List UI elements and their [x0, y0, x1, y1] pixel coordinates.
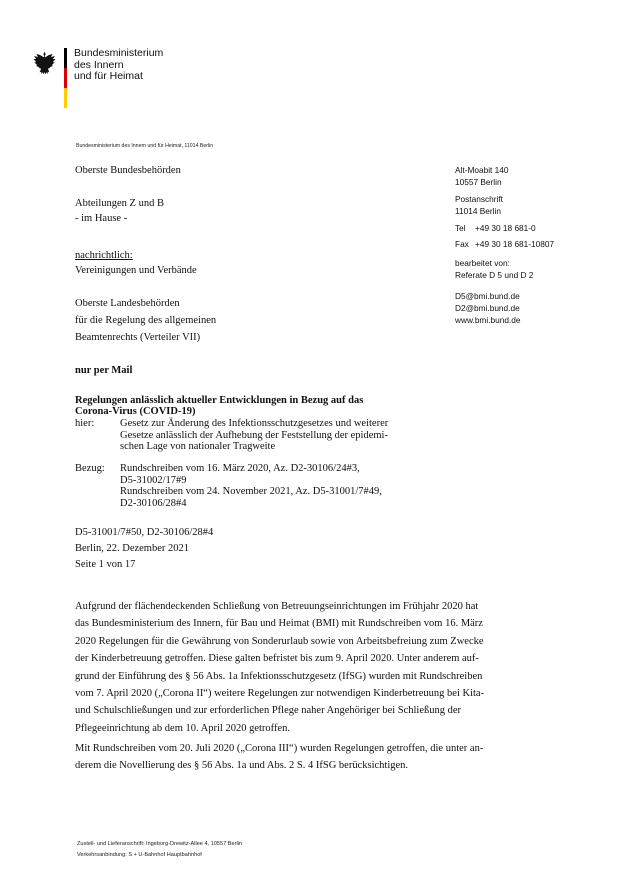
hier-line: Gesetz zur Änderung des Infektionsschutzgesetzes und weiterer	[120, 418, 389, 429]
sidebar-website[interactable]: www.bmi.bund.de	[455, 315, 521, 325]
body-line: der Kinderbetreuung getroffen. Diese galten befristet bis zum 9. April 2020. Unter anderem auf-	[75, 653, 479, 665]
body-line: derem die Novellierung des § 56 Abs. 1a und Abs. 2 S. 4 IfSG berücksichtigen.	[75, 760, 409, 772]
sidebar-city: 10557 Berlin	[455, 177, 502, 187]
recipient-2-line1: Abteilungen Z und B	[75, 198, 164, 209]
sidebar-fax-row	[455, 238, 554, 250]
flag-stripe-gold	[64, 88, 67, 108]
footer-delivery-address: Zustell- und Lieferanschrift: Ingeborg-Drewitz-Allee 4, 10557 Berlin	[77, 841, 243, 847]
sidebar-handled-label: bearbeitet von:	[455, 258, 510, 268]
tel-label: Tel	[455, 223, 466, 233]
hier-line: schen Lage von nationaler Tragweite	[120, 441, 276, 452]
federal-flag-bar	[64, 48, 67, 108]
subject-line2: Corona-Virus (COVID-19)	[75, 406, 196, 417]
recipient-3-heading: nachrichtlich:	[75, 250, 133, 261]
body-paragraph-1	[75, 598, 545, 737]
recipient-4-line1: Oberste Landesbehörden	[75, 298, 180, 309]
ministry-name-line: und für Heimat	[74, 70, 143, 83]
reference-number: D5-31001/7#50, D2-30106/28#4	[75, 527, 214, 538]
bezug-label: Bezug:	[75, 463, 105, 474]
recipient-3-line1: Vereinigungen und Verbände	[75, 265, 197, 276]
sidebar-email-2[interactable]: D2@bmi.bund.de	[455, 303, 520, 313]
sidebar-handled-by: Referate D 5 und D 2	[455, 270, 534, 280]
page-indicator: Seite 1 von 17	[75, 559, 136, 570]
fax-number: +49 30 18 681-10807	[475, 239, 555, 249]
bezug-line: Rundschreiben vom 16. März 2020, Az. D2-30106/24#3,	[120, 463, 360, 474]
body-line: grund der Einführung des § 56 Abs. 1a Infektionsschutzgesetz (IfSG) wurden mit Rundschreiben	[75, 670, 483, 682]
bezug-line: D5-31002/17#9	[120, 474, 187, 486]
fax-label: Fax	[455, 239, 469, 249]
body-line: Pflegeeinrichtung ab dem 10. April 2020 getroffen.	[75, 722, 291, 734]
body-line: Mit Rundschreiben vom 20. Juli 2020 („Corona III“) wurden Regelungen getroffen, die unter an-	[75, 743, 484, 754]
ministry-name	[74, 48, 163, 83]
hier-line: Gesetze anlässlich der Aufhebung der Feststellung der epidemi-	[120, 429, 388, 441]
delivery-note: nur per Mail	[75, 365, 133, 376]
body-line: und Schulschließungen und zur erforderlichen Pflege naher Angehöriger bei Schließung der	[75, 705, 462, 717]
tel-number: +49 30 18 681-0	[475, 223, 536, 233]
bezug-line: Rundschreiben vom 24. November 2021, Az. D5-31001/7#49,	[120, 486, 382, 497]
sidebar-postal-city: 11014 Berlin	[455, 206, 501, 216]
recipient-1: Oberste Bundesbehörden	[75, 165, 181, 176]
body-line: 2020 Regelungen für die Gewährung von Sonderurlaub sowie von Arbeitsbefreiung zum Zwecke	[75, 635, 484, 647]
sidebar-postal-label: Postanschrift	[455, 194, 503, 204]
footer	[77, 839, 242, 860]
ministry-name-line: des Innern	[74, 58, 124, 71]
sidebar-email-1[interactable]: D5@bmi.bund.de	[455, 291, 520, 301]
return-address: Bundesministerium des Innern und für Heimat, 11014 Berlin	[76, 143, 214, 149]
body-line: das Bundesministerium des Innern, für Bau und Heimat (BMI) mit Rundschreiben vom 16. März	[75, 618, 483, 630]
subject-line1: Regelungen anlässlich aktueller Entwicklungen in Bezug auf das	[75, 395, 364, 406]
recipient-2-line2: - im Hause -	[75, 213, 128, 224]
hier-label: hier:	[75, 418, 95, 429]
body-line: vom 7. April 2020 („Corona II“) weitere Regelungen zur notwendigen Kinderbetreuung bei Kita-	[75, 688, 485, 700]
flag-stripe-red	[64, 68, 67, 88]
body-paragraph-2	[75, 740, 545, 775]
subject-bezug-block	[75, 463, 545, 511]
footer-transport: Verkehrsanbindung: S + U-Bahnhof Hauptbahnhof	[77, 851, 202, 858]
body-line: Aufgrund der flächendeckenden Schließung von Betreuungseinrichtungen im Frühjahr 2020 hat	[75, 601, 479, 612]
recipient-4-line2: für die Regelung des allgemeinen	[75, 315, 217, 326]
sidebar-tel-row	[455, 222, 536, 234]
federal-eagle-icon	[33, 50, 59, 78]
flag-stripe-black	[64, 48, 67, 68]
recipient-4-line3: Beamtenrechts (Verteiler VII)	[75, 332, 201, 343]
letter-date: Berlin, 22. Dezember 2021	[75, 543, 190, 554]
ministry-name-line: Bundesministerium	[74, 47, 164, 59]
subject-hier-block	[75, 418, 545, 454]
sidebar-street: Alt-Moabit 140	[455, 165, 509, 175]
bezug-line: D2-30106/28#4	[120, 497, 187, 509]
